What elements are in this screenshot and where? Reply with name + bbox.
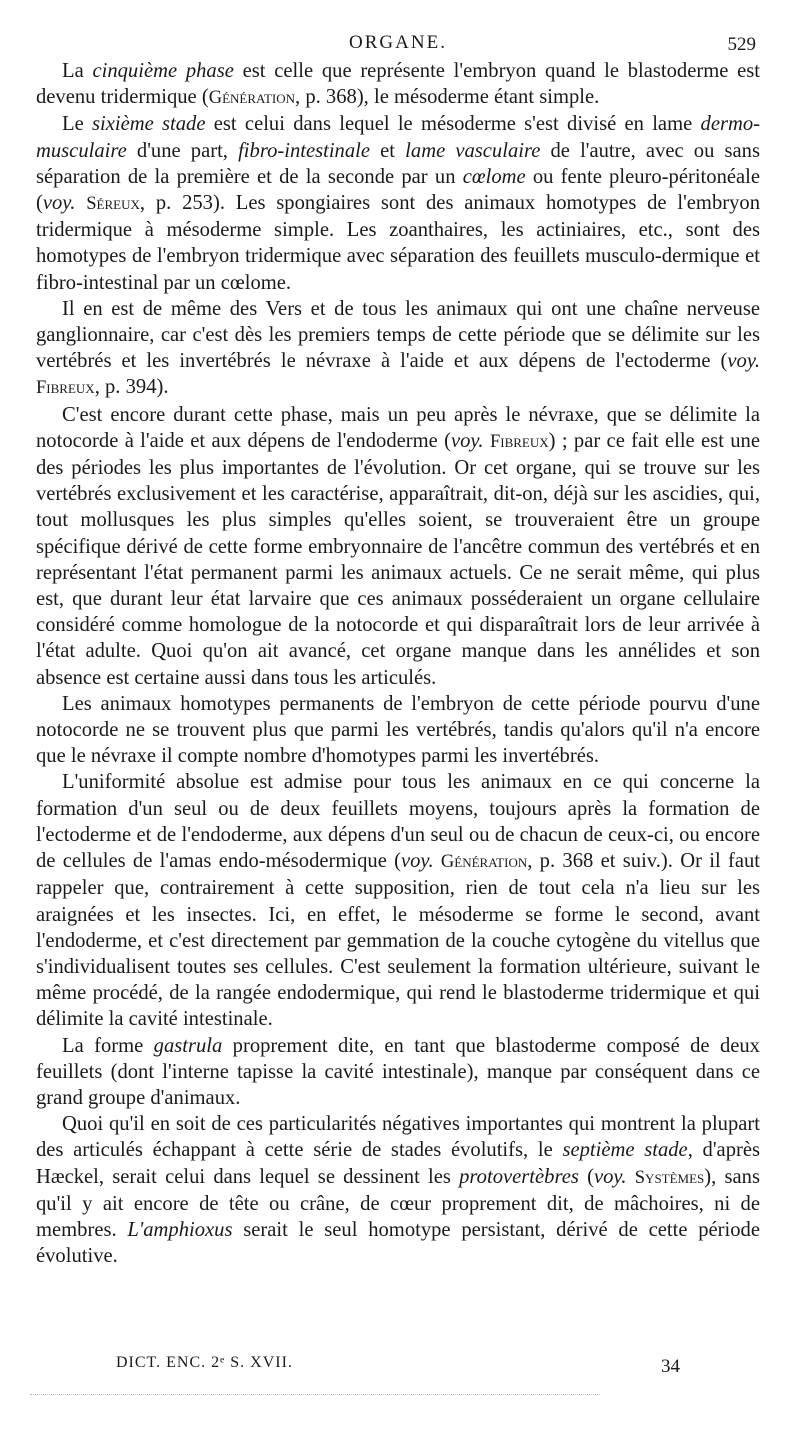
text-run xyxy=(627,1166,635,1188)
text-run: , p. 368 et suiv.). Or il faut rappeler que, contrairement à cette supposition, rien de tout cela n'a lieu sur les araignées et les insectes. Ici, en effet, le mésoderme se forme le second, avant l'endoderme, et c'est directement par gemmation de la couche cytogène du vitellus que s'individualisent toutes ses cellules. C'est seulement la formation ultérieure, suivant le même procédé, de la rangée endodermique, qui rend le blastoderme tridermique et qui délimite la cavité intestinale. xyxy=(36,850,760,1031)
italic-term: sixième stade xyxy=(92,113,206,136)
text-run: , p. 368), le mésoderme étant simple. xyxy=(295,86,600,109)
italic-term: protovertèbres xyxy=(459,1165,579,1188)
italic-term: lame vasculaire xyxy=(405,139,541,162)
italic-term: fibro-intestinale xyxy=(238,139,371,162)
page-footer xyxy=(116,1354,680,1384)
paragraph xyxy=(36,1111,760,1269)
italic-term: L'amphioxus xyxy=(127,1218,233,1241)
italic-term: cinquième phase xyxy=(92,60,234,82)
paragraph xyxy=(36,769,760,1032)
article-body xyxy=(36,58,760,1269)
italic-term: gastrula xyxy=(153,1034,223,1057)
paragraph xyxy=(36,1033,760,1112)
text-run: La xyxy=(62,60,93,82)
cross-reference: Génération xyxy=(208,87,296,109)
cross-reference: Fibreux xyxy=(489,430,549,452)
cross-reference: Séreux xyxy=(86,193,140,215)
paragraph xyxy=(36,691,760,770)
italic-term: voy. xyxy=(42,192,76,215)
text-run xyxy=(75,192,86,214)
signature-mark: DICT. ENC. 2ᵉ S. XVII. xyxy=(116,1354,293,1371)
italic-term: voy. xyxy=(727,350,760,373)
text-run: , d'après Hæckel, serait celui dans lequel se dessinent les xyxy=(36,1139,760,1188)
italic-term: voy. xyxy=(450,429,484,452)
italic-term: voy. xyxy=(401,850,434,873)
italic-term: voy. xyxy=(593,1165,627,1188)
text-run: Quoi qu'il en soit de ces particularités négatives importantes qui montrent la plupart des articulés échappant à cette série de stades évolutifs, le xyxy=(36,1113,760,1162)
text-run: ) ; par ce fait elle est une des périodes les plus importantes de l'évolution. Or cet organe, qui se trouve sur les vertébrés exclusivement et les caractérise, apparaîtrait, dit-on, déjà sur les ascidies, qui, tout mollusques les plus simples qu'elles soient, se trouveraient être un groupe spécifique dérivé de cette forme embryonnaire de l'ancêtre commun des vertébrés et en représentant l'état permanent parmi les animaux actuels. Ce ne serait même, qui plus est, que durant leur état larvaire que ces animaux posséderaient un organe cellulaire considéré comme homologue de la notocorde et qui disparaîtrait lors de leur arrivée à l'état adulte. Quoi qu'on ait avancé, cet organe manque dans les annélides et son absence est certaine aussi dans tous les articulés. xyxy=(36,429,760,689)
paragraph xyxy=(36,111,760,295)
page-header xyxy=(36,30,760,58)
text-run: , p. 253). Les spongiaires sont des animaux homotypes de l'embryon tridermique à mésoderme simple. Les zoanthaires, les actiniaires, etc., sont des homotypes de l'embryon tridermique avec séparation des feuillets musculo-dermique et fibro-intestinal par un cœlome. xyxy=(36,192,760,294)
cross-reference: Systèmes xyxy=(634,1166,705,1188)
text-run: d'une part, xyxy=(126,139,239,162)
running-title: ORGANE. xyxy=(349,32,447,53)
text-run: de l'autre, avec ou sans séparation de la première et de la seconde par un xyxy=(36,139,760,188)
text-run: ou fente pleuro-péritonéale ( xyxy=(36,165,761,215)
cross-reference: Fibreux xyxy=(36,377,95,399)
paragraph xyxy=(36,402,760,691)
text-run: proprement dite, en tant que blastoderme composé de deux feuillets (dont l'interne tapisse la cavité intestinale), manque par conséquent dans ce grand groupe d'animaux. xyxy=(36,1034,760,1109)
text-run: Il en est de même des Vers et de tous les animaux qui ont une chaîne nerveuse ganglionnaire, car c'est dès les premiers temps de cette période que se délimite sur les vertébrés et les invertébrés le névraxe à l'aide et aux dépens de l'ectoderme ( xyxy=(36,297,760,373)
text-run: C'est encore durant cette phase, mais un peu après le névraxe, que se délimite la notocorde à l'aide et aux dépens de l'endoderme ( xyxy=(36,403,760,452)
italic-term: cœlome xyxy=(462,165,526,188)
cross-reference: Génération xyxy=(440,851,528,873)
paragraph xyxy=(36,58,760,111)
text-run: ( xyxy=(578,1165,594,1188)
italic-term: dermo-musculaire xyxy=(36,113,760,162)
bleed-through-line xyxy=(30,1394,600,1395)
text-run xyxy=(434,850,441,872)
text-run: serait le seul homotype persistant, dérivé de cette période évolutive. xyxy=(36,1218,760,1268)
text-run: ), sans qu'il y ait encore de tête ou crâne, de cœur proprement dit, de mâchoires, ni de membres. xyxy=(36,1165,760,1241)
text-run: , p. 394). xyxy=(94,376,169,399)
text-run: est celle que représente l'embryon quand le blastoderme est devenu tridermique ( xyxy=(36,60,760,109)
paragraph xyxy=(36,296,760,402)
text-run: L'uniformité absolue est admise pour tous les animaux en ce qui concerne la formation d'un seul ou de deux feuillets moyens, toujours après la formation de l'ectoderme et de l'endoderme, aux dépens d'un seul ou de chacun de ceux-ci, ou encore de cellules de l'amas endo-mésodermique ( xyxy=(36,771,760,873)
text-run: Le xyxy=(62,113,92,136)
sheet-number: 34 xyxy=(661,1356,680,1377)
page-number: 529 xyxy=(727,34,756,55)
text-run: La forme xyxy=(62,1034,154,1057)
text-run: Les animaux homotypes permanents de l'embryon de cette période pourvu d'une notocorde ne se trouvent plus que parmi les vertébrés, tandis qu'alors qu'il n'a encore que le névraxe il compte nombre d'homotypes parmi les invertébrés. xyxy=(36,692,760,768)
text-run: et xyxy=(370,139,406,162)
italic-term: septième stade xyxy=(562,1139,688,1162)
text-run: est celui dans lequel le mésoderme s'est divisé en lame xyxy=(205,113,701,136)
